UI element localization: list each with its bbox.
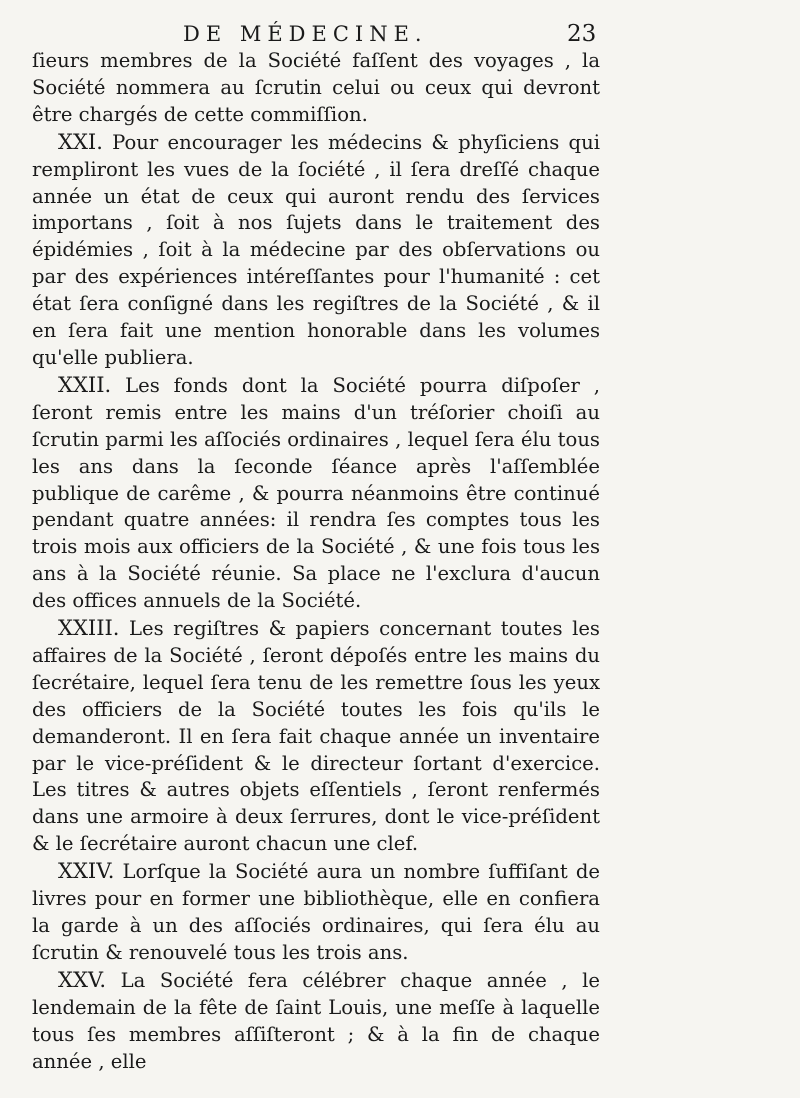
article-number: XXI.	[58, 129, 103, 154]
paragraph-text: Les regiſtres & papiers concernant toutes les affaires de la Société , ſeront dépoſés entre les mains du ſecrétaire, lequel ſera tenu de les remettre ſous les yeux des officiers de la Société toutes les fois qu'ils le demanderont. Il en ſera fait chaque année un inventaire par le vice-préſident & le directeur ſortant d'exercice. Les titres & autres objets eſſentiels , ſeront renfermés dans une armoire à deux ſerrures, dont le vice-préſident & le ſecrétaire auront chacun une clef.	[32, 617, 600, 856]
article-xxv	[32, 967, 600, 1076]
article-number: XXII.	[58, 372, 112, 397]
paragraph-text: La Société fera célébrer chaque année , le lendemain de la fête de ſaint Louis, une meſſe à laquelle tous ſes membres aſſiſteront ; & à la fin de chaque année , elle	[32, 968, 601, 1073]
article-xxii	[32, 372, 600, 615]
paragraph-text: ſieurs membres de la Société faſſent des voyages , la Société nommera au ſcrutin celui ou ceux qui devront être chargés de cette commiſſion.	[32, 49, 600, 126]
article-number: XXIII.	[58, 616, 120, 641]
paragraph-text: Lorſque la Société aura un nombre ſuffiſant de livres pour en former une bibliothèque, elle en confiera la garde à un des aſſociés ordinaires, qui ſera élu au ſcrutin & renouvelé tous les trois ans.	[32, 860, 600, 964]
body-text	[32, 48, 600, 1075]
article-xxi	[32, 129, 600, 372]
article-number: XXV.	[58, 967, 107, 992]
article-xxiv	[32, 858, 600, 967]
paragraph-text: Pour encourager les médecins & phyſiciens qui rempliront les vues de la ſociété , il ſera dreſſé chaque année un état de ceux qui auront rendu des ſervices importans , ſoit à nos ſujets dans le traitement des épidémies , ſoit à la médecine par des obſervations ou par des expériences intéreſſantes pour l'humanité : cet état ſera conſigné dans les regiſtres de la Société , & il en ſera fait une mention honorable dans les volumes qu'elle publiera.	[32, 130, 600, 369]
article-xxiii	[32, 615, 600, 858]
article-number: XXIV.	[58, 859, 115, 884]
paragraph-text: Les fonds dont la Société pourra diſpoſer , ſeront remis entre les mains d'un tréſorier choiſi au ſcrutin parmi les aſſociés ordinaires , lequel ſera élu tous les ans dans la ſeconde ſéance après l'aſſemblée publique de carême , & pourra néanmoins être continué pendant quatre années: il rendra ſes comptes tous les trois mois aux officiers de la Société , & une fois tous les ans à la Société réunie. Sa place ne l'exclura d'aucun des offices annuels de la Société.	[32, 373, 600, 613]
running-title: DE MÉDECINE.	[183, 22, 428, 46]
paragraph-continuation	[32, 48, 600, 129]
page-number: 23	[567, 21, 597, 47]
